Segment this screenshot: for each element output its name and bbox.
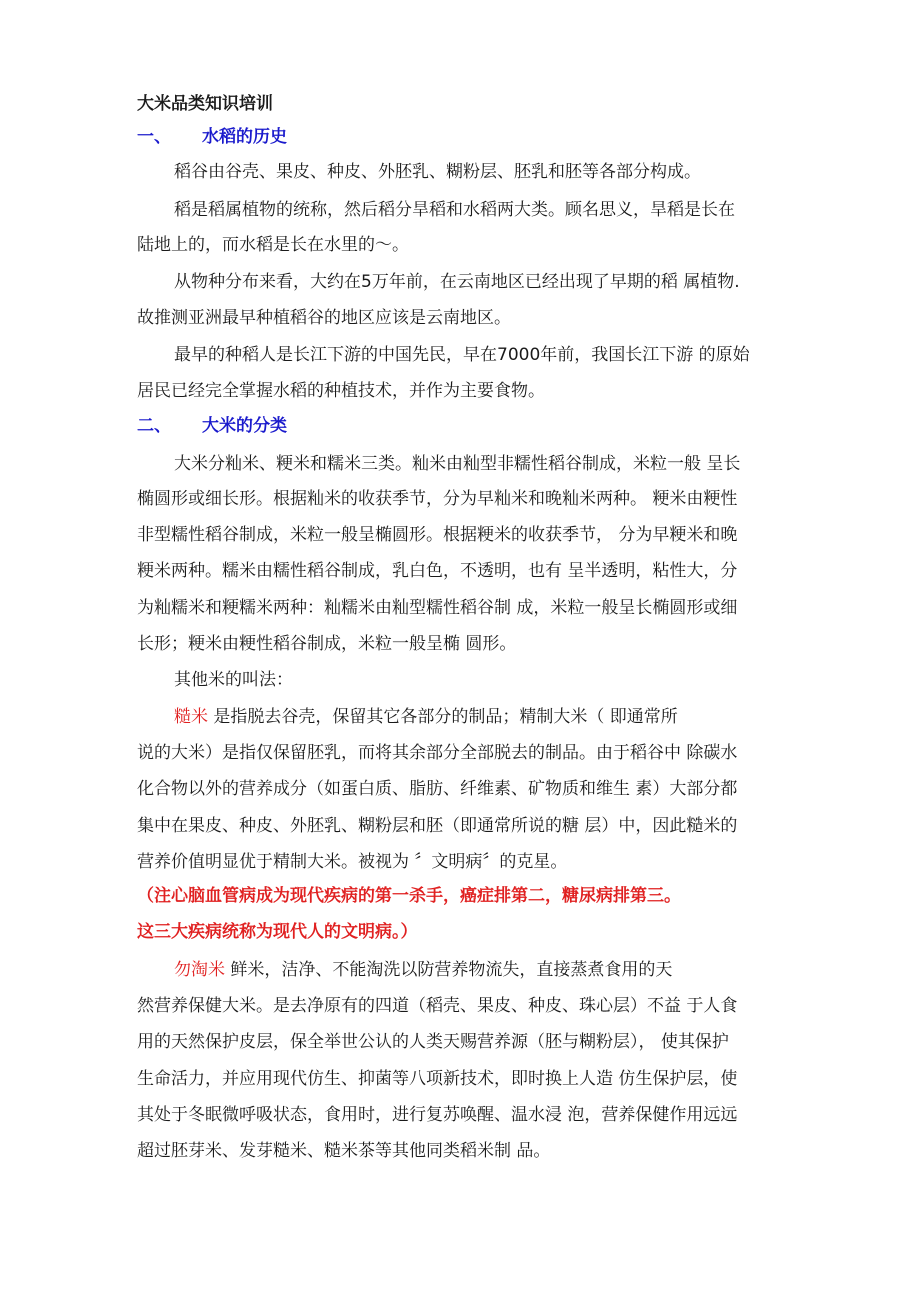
section-2-line-2: 椭圆形或细长形。根据籼米的收获季节，分为早籼米和晚籼米两种。 粳米由粳性 xyxy=(137,489,738,509)
civilization-disease-note-line-2: 这三大疾病统称为现代人的文明病。） xyxy=(137,922,418,942)
section-2-line-7: 其他米的叫法： xyxy=(174,670,293,690)
brown-rice-line-4: 集中在果皮、种皮、外胚乳、糊粉层和胚（即通常所说的糖 层）中，因此糙米的 xyxy=(137,816,738,836)
brown-rice-line-1-text: 是指脱去谷壳，保留其它各部分的制品；精制大米（ 即通常所 xyxy=(208,707,678,727)
no-wash-rice-line-6: 超过胚芽米、发芽糙米、糙米茶等其他同类稻米制 品。 xyxy=(137,1141,551,1161)
no-wash-rice-line-1 xyxy=(174,958,672,982)
section-1-line-3: 陆地上的，而水稻是长在水里的～。 xyxy=(137,235,409,255)
section-1-line-6: 最早的种稻人是长江下游的中国先民，早在7000年前，我国长江下游 的原始 xyxy=(174,345,750,365)
section-1-line-7: 居民已经完全掌握水稻的种植技术，并作为主要食物。 xyxy=(137,381,545,401)
section-2-line-1: 大米分籼米、粳米和糯米三类。籼米由籼型非糯性稻谷制成，米粒一般 呈长 xyxy=(174,454,741,474)
no-wash-rice-line-4: 生命活力，并应用现代仿生、抑菌等八项新技术，即时换上人造 仿生保护层，使 xyxy=(137,1069,738,1089)
section-2-heading: 大米的分类 xyxy=(202,416,287,436)
brown-rice-line-2: 说的大米）是指仅保留胚乳，而将其余部分全部脱去的制品。由于稻谷中 除碳水 xyxy=(137,743,738,763)
brown-rice-line-5: 营养价值明显优于精制大米。被视为 〞文明病〞的克星。 xyxy=(137,852,568,872)
section-1-number: 一、 xyxy=(137,127,171,147)
section-2-line-4: 粳米两种。糯米由糯性稻谷制成，乳白色，不透明，也有 呈半透明，粘性大，分 xyxy=(137,561,738,581)
section-2-line-3: 非型糯性稻谷制成，米粒一般呈椭圆形。根据粳米的收获季节， 分为早粳米和晚 xyxy=(137,525,738,545)
section-1-line-1: 稻谷由谷壳、果皮、种皮、外胚乳、糊粉层、胚乳和胚等各部分构成。 xyxy=(174,162,701,182)
brown-rice-line-1 xyxy=(174,705,678,729)
section-1-heading: 水稻的历史 xyxy=(202,127,287,147)
section-1-line-4: 从物种分布来看，大约在5万年前，在云南地区已经出现了早期的稻 属植物. xyxy=(174,272,740,292)
document-title: 大米品类知识培训 xyxy=(137,94,273,114)
no-wash-rice-term: 勿淘米 xyxy=(174,960,225,980)
section-1-line-5: 故推测亚洲最早种植稻谷的地区应该是云南地区。 xyxy=(137,308,511,328)
civilization-disease-note-line-1: （注心脑血管病成为现代疾病的第一杀手，癌症排第二，糖尿病排第三。 xyxy=(137,886,681,906)
no-wash-rice-line-1-text: 鲜米，洁净、不能淘洗以防营养物流失，直接蒸煮食用的天 xyxy=(225,960,673,980)
section-2-line-5: 为籼糯米和粳糯米两种：籼糯米由籼型糯性稻谷制 成，米粒一般呈长椭圆形或细 xyxy=(137,598,738,618)
section-1-line-2: 稻是稻属植物的统称，然后稻分旱稻和水稻两大类。顾名思义，旱稻是长在 xyxy=(174,200,735,220)
no-wash-rice-line-5: 其处于冬眠微呼吸状态，食用时，进行复苏唤醒、温水浸 泡，营养保健作用远远 xyxy=(137,1105,738,1125)
brown-rice-line-3: 化合物以外的营养成分（如蛋白质、脂肪、纤维素、矿物质和维生 素）大部分都 xyxy=(137,779,738,799)
section-2-line-6: 长形；粳米由粳性稻谷制成，米粒一般呈椭 圆形。 xyxy=(137,634,517,654)
brown-rice-term: 糙米 xyxy=(174,707,208,727)
no-wash-rice-line-2: 然营养保健大米。是去净原有的四道（稻壳、果皮、种皮、珠心层）不益 于人食 xyxy=(137,996,738,1016)
section-2-number: 二、 xyxy=(137,416,171,436)
no-wash-rice-line-3: 用的天然保护皮层，保全举世公认的人类天赐营养源（胚与糊粉层）， 使其保护 xyxy=(137,1032,729,1052)
